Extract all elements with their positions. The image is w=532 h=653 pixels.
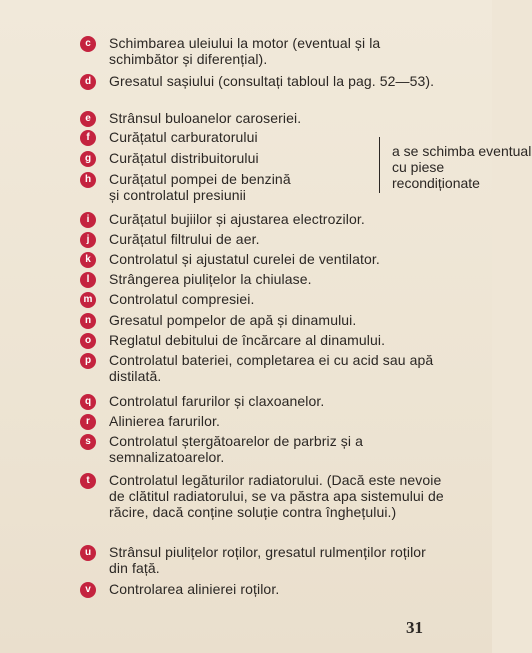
bullet-letter-badge: q: [80, 394, 96, 410]
bullet-letter-badge: n: [80, 313, 96, 329]
page-number: 31: [406, 618, 423, 637]
list-item-text: Curățatul carburatorului: [109, 129, 258, 145]
bullet-letter-badge: o: [80, 333, 96, 349]
bullet-letter-badge: j: [80, 232, 96, 248]
bullet-letter-badge: s: [80, 434, 96, 450]
list-item-text: Curățatul bujiilor și ajustarea electrozilor.: [109, 211, 365, 227]
bracket-note: a se schimba eventual cu piese recondiționate: [392, 143, 532, 191]
list-item-text: Controlatul farurilor și claxoanelor.: [109, 393, 325, 409]
list-item-text: Schimbarea uleiului la motor (eventual și la schimbător și diferențial).: [109, 35, 381, 67]
list-item-text: Gresatul sașiului (consultați tabloul la pag. 52—53).: [109, 73, 435, 89]
bullet-letter-badge: c: [80, 36, 96, 52]
bullet-letter-badge: e: [80, 111, 96, 127]
bullet-letter-badge: f: [80, 130, 96, 146]
list-item-text: Alinierea farurilor.: [109, 413, 220, 429]
bullet-letter-badge: h: [80, 172, 96, 188]
list-item-text: Controlatul și ajustatul curelei de ventilator.: [109, 251, 380, 267]
bullet-letter-badge: m: [80, 292, 96, 308]
bullet-letter-badge: i: [80, 212, 96, 228]
list-item-text: Controlatul compresiei.: [109, 291, 255, 307]
bullet-letter-badge: t: [80, 473, 96, 489]
list-item-text: Controlatul ștergătoarelor de parbriz și a semnalizatoarelor.: [109, 433, 363, 465]
bullet-letter-badge: l: [80, 272, 96, 288]
brace-bracket: [379, 137, 384, 193]
list-item-text: Curățatul pompei de benzină și controlatul presiunii: [109, 171, 291, 203]
list-item-text: Controlatul legăturilor radiatorului. (Dacă este nevoie de clătitul radiatorului, se va păstra apa sistemului de răcire, dacă conține soluție contra înghețului.): [109, 472, 444, 520]
bullet-letter-badge: r: [80, 414, 96, 430]
bullet-letter-badge: p: [80, 353, 96, 369]
bullet-letter-badge: d: [80, 74, 96, 90]
list-item-text: Controlatul bateriei, completarea ei cu acid sau apă distilată.: [109, 352, 434, 384]
list-item-text: Strângerea piulițelor la chiulase.: [109, 271, 312, 287]
bullet-letter-badge: g: [80, 151, 96, 167]
list-item-text: Strânsul buloanelor caroseriei.: [109, 110, 302, 126]
list-item-text: Reglatul debitului de încărcare al dinamului.: [109, 332, 386, 348]
list-item-text: Curățatul distribuitorului: [109, 150, 259, 166]
bullet-letter-badge: u: [80, 545, 96, 561]
list-item-text: Controlarea alinierei roților.: [109, 581, 280, 597]
list-item-text: Strânsul piulițelor roților, gresatul rulmenților roților din față.: [109, 544, 426, 576]
bullet-letter-badge: k: [80, 252, 96, 268]
list-item-text: Gresatul pompelor de apă și dinamului.: [109, 312, 357, 328]
bullet-letter-badge: v: [80, 582, 96, 598]
list-item-text: Curățatul filtrului de aer.: [109, 231, 260, 247]
